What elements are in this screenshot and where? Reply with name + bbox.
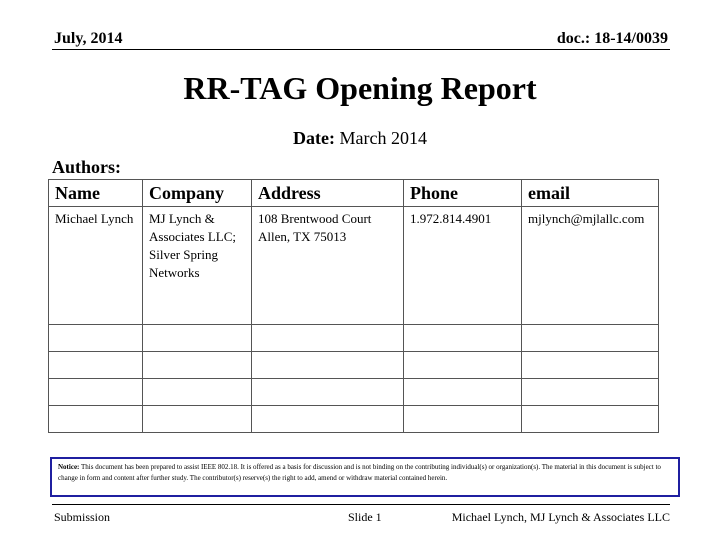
authors-table [48, 179, 659, 433]
empty-cell [252, 379, 404, 406]
empty-cell [404, 352, 522, 379]
date-value: March 2014 [339, 128, 427, 148]
empty-cell [49, 352, 143, 379]
cell-email: mjlynch@mjlallc.com [522, 207, 659, 325]
empty-cell [522, 406, 659, 433]
col-header-address: Address [252, 180, 404, 207]
table-row-empty [49, 325, 659, 352]
empty-cell [522, 379, 659, 406]
empty-cell [49, 379, 143, 406]
notice-text: This document has been prepared to assist IEEE 802.18. It is offered as a basis for discussion and is not binding on the contributing individual(s) or organization(s). The material in this document is subject to change in form and content after further study. The contributor(s) reserve(s) the right to add, amend or withdraw material contained herein. [58, 463, 661, 482]
header-date: July, 2014 [54, 30, 123, 47]
empty-cell [404, 406, 522, 433]
col-header-email: email [522, 180, 659, 207]
empty-cell [404, 379, 522, 406]
table-row-empty [49, 379, 659, 406]
date-line [0, 128, 720, 149]
notice-box [50, 457, 680, 497]
footer-submission: Submission [54, 510, 111, 524]
empty-cell [49, 406, 143, 433]
empty-cell [252, 352, 404, 379]
empty-cell [143, 352, 252, 379]
authors-label: Authors: [52, 157, 122, 177]
empty-cell [143, 379, 252, 406]
col-header-company: Company [143, 180, 252, 207]
cell-address: 108 Brentwood Court Allen, TX 75013 [252, 207, 404, 325]
cell-company: MJ Lynch & Associates LLC; Silver Spring Networks [143, 207, 252, 325]
empty-cell [522, 325, 659, 352]
date-label: Date: [293, 128, 335, 148]
empty-cell [49, 325, 143, 352]
header-divider [52, 49, 670, 50]
table-row-empty [49, 352, 659, 379]
footer-slide-number: Slide 1 [348, 510, 382, 524]
empty-cell [404, 325, 522, 352]
empty-cell [143, 325, 252, 352]
footer-divider [52, 504, 670, 505]
col-header-phone: Phone [404, 180, 522, 207]
empty-cell [252, 325, 404, 352]
footer-author: Michael Lynch, MJ Lynch & Associates LLC [451, 510, 670, 524]
table-header-row [49, 180, 659, 207]
col-header-name: Name [49, 180, 143, 207]
table-row-empty [49, 406, 659, 433]
header-doc-number: doc.: 18-14/0039 [556, 30, 668, 47]
table-row [49, 207, 659, 325]
empty-cell [143, 406, 252, 433]
slide-title: RR-TAG Opening Report [183, 70, 537, 106]
cell-name: Michael Lynch [49, 207, 143, 325]
empty-cell [522, 352, 659, 379]
empty-cell [252, 406, 404, 433]
cell-phone: 1.972.814.4901 [404, 207, 522, 325]
notice-label: Notice: [58, 463, 80, 471]
